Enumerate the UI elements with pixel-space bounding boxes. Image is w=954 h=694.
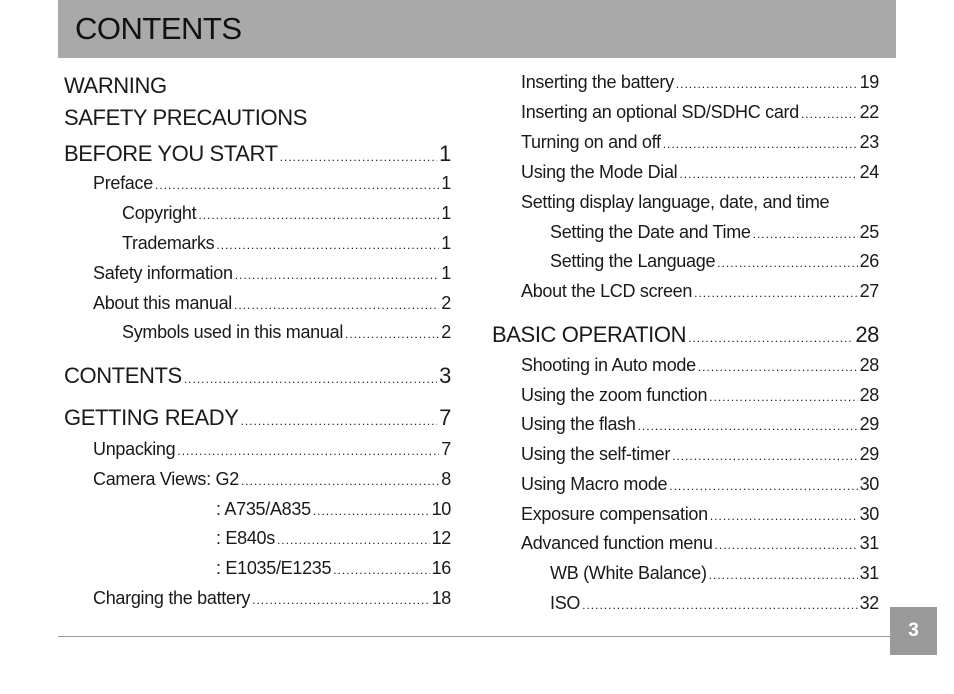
toc-entry-safety-information[interactable]: Safety information ..... 1 (93, 263, 451, 284)
footer-divider (58, 636, 890, 637)
toc-entry-zoom[interactable]: Using the zoom function ..... 28 (521, 385, 879, 406)
toc-entry-a735-a835[interactable]: : A735/A835 ..... 10 (216, 499, 451, 520)
toc-entry-inserting-battery[interactable]: Inserting the battery ..... 19 (521, 72, 879, 93)
toc-entry-white-balance[interactable]: WB (White Balance) ..... 31 (550, 563, 879, 584)
toc-entry-e840s[interactable]: : E840s ..... 12 (216, 528, 451, 549)
toc-entry-before-you-start[interactable]: BEFORE YOU START ..... 1 (64, 141, 451, 167)
toc-entry-iso[interactable]: ISO ..... 32 (550, 593, 879, 614)
toc-safety-precautions: SAFETY PRECAUTIONS (64, 105, 307, 130)
toc-entry-charging-battery[interactable]: Charging the battery ..... 18 (93, 588, 451, 609)
toc-entry-self-timer[interactable]: Using the self-timer ..... 29 (521, 444, 879, 465)
toc-entry-inserting-sd-card[interactable]: Inserting an optional SD/SDHC card ..... 22 (521, 102, 879, 123)
page-number-badge: 3 (890, 607, 937, 655)
toc-entry-about-this-manual[interactable]: About this manual ..... 2 (93, 293, 451, 314)
header-bar (58, 0, 896, 58)
toc-entry-auto-mode[interactable]: Shooting in Auto mode ..... 28 (521, 355, 879, 376)
toc-entry-e1035-e1235[interactable]: : E1035/E1235 ..... 16 (216, 558, 451, 579)
toc-entry-basic-operation[interactable]: BASIC OPERATION ..... 28 (492, 322, 879, 348)
toc-entry-flash[interactable]: Using the flash ..... 29 (521, 414, 879, 435)
toc-entry-symbols[interactable]: Symbols used in this manual ..... 2 (122, 322, 451, 343)
toc-entry-getting-ready[interactable]: GETTING READY ..... 7 (64, 405, 451, 431)
toc-entry-camera-views-g2[interactable]: Camera Views: G2 ..... 8 (93, 469, 451, 490)
toc-entry-contents[interactable]: CONTENTS ..... 3 (64, 363, 451, 389)
toc-entry-language[interactable]: Setting the Language ..... 26 (550, 251, 879, 272)
toc-entry-lcd-screen[interactable]: About the LCD screen ..... 27 (521, 281, 879, 302)
toc-entry-unpacking[interactable]: Unpacking ..... 7 (93, 439, 451, 460)
toc-entry-setting-display[interactable]: Setting display language, date, and time (521, 192, 830, 212)
toc-entry-trademarks[interactable]: Trademarks ..... 1 (122, 233, 451, 254)
toc-warning: WARNING (64, 73, 167, 98)
page-title: CONTENTS (75, 11, 242, 46)
toc-entry-date-time[interactable]: Setting the Date and Time ..... 25 (550, 222, 879, 243)
toc-entry-copyright[interactable]: Copyright ..... 1 (122, 203, 451, 224)
toc-entry-advanced-function-menu[interactable]: Advanced function menu ..... 31 (521, 533, 879, 554)
toc-entry-mode-dial[interactable]: Using the Mode Dial ..... 24 (521, 162, 879, 183)
toc-entry-preface[interactable]: Preface ..... 1 (93, 173, 451, 194)
toc-entry-macro-mode[interactable]: Using Macro mode ..... 30 (521, 474, 879, 495)
toc-entry-turning-on-off[interactable]: Turning on and off ..... 23 (521, 132, 879, 153)
toc-entry-exposure-compensation[interactable]: Exposure compensation ..... 30 (521, 504, 879, 525)
